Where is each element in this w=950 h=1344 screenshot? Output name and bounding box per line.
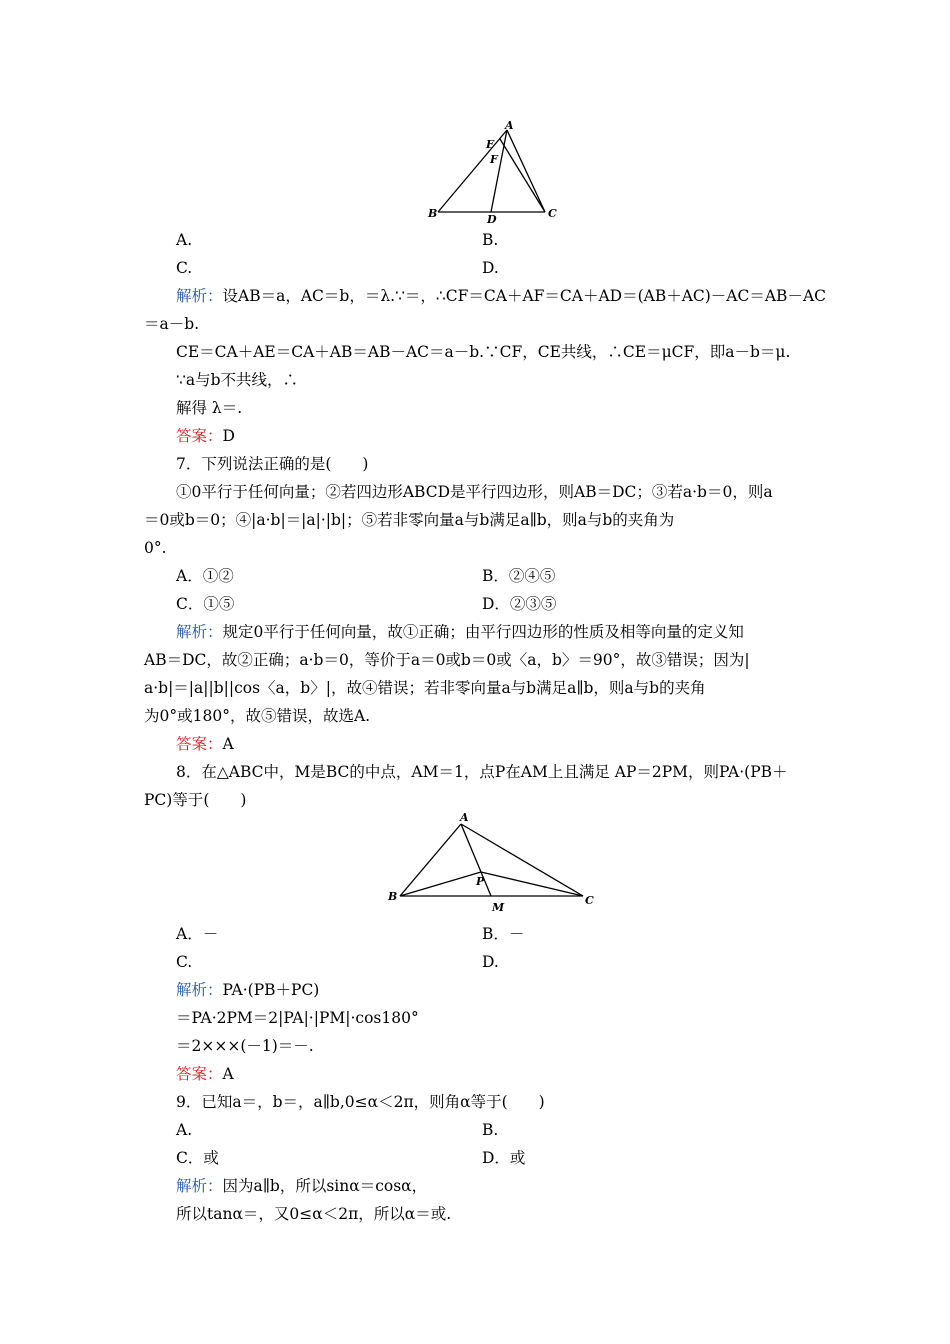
q7-analysis-line-1 (176, 622, 744, 642)
label-p: P (476, 875, 485, 888)
q7-analysis-label: 解析： (176, 623, 223, 641)
q6-analysis-line-2: ＝a－b. (144, 315, 200, 333)
q9-stem: 9．已知a＝，b＝，a∥b,0≤α＜2π，则角α等于( ) (176, 1093, 545, 1111)
q7-stem-line-3: ＝0或b＝0；④|a·b|＝|a|·|b|；⑤若非零向量a与b满足a∥b，则a与b的夹角为 (144, 511, 675, 529)
segment-pc (481, 872, 583, 896)
label-a: A (460, 811, 469, 824)
q9-analysis-line-1 (176, 1176, 427, 1196)
q8-stem-line-1: 8．在△ABC中，M是BC的中点，AM＝1，点P在AM上且满足 AP＝2PM，则PA·(PB＋ (176, 763, 788, 781)
q6-analysis-line-4: ∵a与b不共线，∴ (176, 371, 299, 389)
q6-answer-label: 答案： (176, 427, 223, 445)
segment-ab (438, 130, 507, 212)
q6-option-b: B. (482, 231, 499, 249)
q7-option-c: C．①⑤ (176, 595, 235, 613)
segment-ac (507, 130, 545, 212)
segment-ce (500, 139, 545, 212)
q7-option-b: B．②④⑤ (482, 567, 556, 585)
q6-answer: D (222, 427, 235, 445)
q7-answer: A (222, 735, 234, 753)
q7-analysis-text-1: 规定0平行于任何向量，故①正确；由平行四边形的性质及相等向量的定义知 (222, 623, 744, 641)
label-c: C (585, 894, 594, 907)
q8-option-a: A．－ (176, 925, 219, 943)
q8-stem-line-2: PC)等于( ) (144, 791, 247, 809)
q6-option-a: A. (176, 231, 193, 249)
q8-option-d: D. (482, 953, 499, 971)
q9-analysis-line-2: 所以tanα＝，又0≤α＜2π，所以α＝或. (176, 1205, 452, 1223)
triangle-figure-1 (420, 118, 570, 228)
q6-option-d: D. (482, 259, 499, 277)
q8-option-c: C. (176, 953, 193, 971)
q9-option-d: D．或 (482, 1149, 526, 1167)
label-f: F (490, 153, 498, 166)
q7-option-d: D．②③⑤ (482, 595, 557, 613)
label-b: B (428, 207, 438, 220)
q7-option-a: A．①② (176, 567, 234, 585)
q7-analysis-line-2: AB＝DC，故②正确；a·b＝0，等价于a＝0或b＝0或〈a，b〉＝90°，故③错误；因为| (144, 651, 750, 669)
triangle-figure-2 (380, 808, 600, 918)
q9-option-c: C．或 (176, 1149, 219, 1167)
label-m: M (492, 901, 505, 914)
q8-answer: A (222, 1065, 234, 1083)
q8-option-b: B．－ (482, 925, 525, 943)
q8-analysis-line-1 (176, 980, 319, 1000)
q8-analysis-line-3: ＝2×××(－1)＝－. (176, 1037, 314, 1055)
q8-answer-line (176, 1064, 234, 1084)
q6-option-c: C. (176, 259, 193, 277)
q7-answer-label: 答案： (176, 735, 223, 753)
q8-analysis-label: 解析： (176, 981, 223, 999)
label-c: C (548, 207, 557, 220)
q7-stem: 7．下列说法正确的是( ) (176, 455, 369, 473)
q8-analysis-line-2: ＝PA·2PM＝2|PA|·|PM|·cos180° (176, 1009, 419, 1027)
q6-analysis-line-5: 解得 λ＝. (176, 399, 243, 417)
q9-option-b: B. (482, 1121, 499, 1139)
q7-analysis-line-3: a·b|＝|a||b||cos〈a，b〉|，故④错误；若非零向量a与b满足a∥b，则a与b的夹角 (144, 679, 706, 697)
label-e: E (486, 138, 495, 151)
label-d: D (487, 213, 497, 226)
q6-analysis-line-3: CE＝CA＋AE＝CA＋AB＝AB－AC＝a－b.∵CF，CE共线，∴CE＝μCF，即a－b＝μ. (176, 343, 791, 361)
q6-analysis-label: 解析： (176, 287, 223, 305)
q9-analysis-text-1: 因为a∥b，所以sinα＝cosα， (222, 1177, 428, 1195)
q7-answer-line (176, 734, 234, 754)
label-a: A (505, 119, 514, 132)
q9-analysis-label: 解析： (176, 1177, 223, 1195)
segment-pb (400, 872, 481, 896)
q7-analysis-line-4: 为0°或180°，故⑤错误，故选A. (144, 707, 371, 725)
q9-option-a: A. (176, 1121, 193, 1139)
q6-answer-line (176, 426, 235, 446)
q7-stem-line-4: 0°. (144, 539, 167, 557)
q7-stem-line-2: ①0平行于任何向量；②若四边形ABCD是平行四边形，则AB＝DC；③若a·b＝0，则a (176, 483, 773, 501)
segment-ab (400, 824, 461, 896)
q8-analysis-text-1: PA·(PB＋PC) (222, 981, 320, 999)
q6-analysis-text-1: 设AB＝a，AC＝b，＝λ.∵＝，∴CF＝CA＋AF＝CA＋AD＝(AB＋AC)－AC＝AB－AC (222, 287, 827, 305)
q8-answer-label: 答案： (176, 1065, 223, 1083)
label-b: B (388, 890, 398, 903)
q6-analysis-line-1 (176, 286, 826, 306)
